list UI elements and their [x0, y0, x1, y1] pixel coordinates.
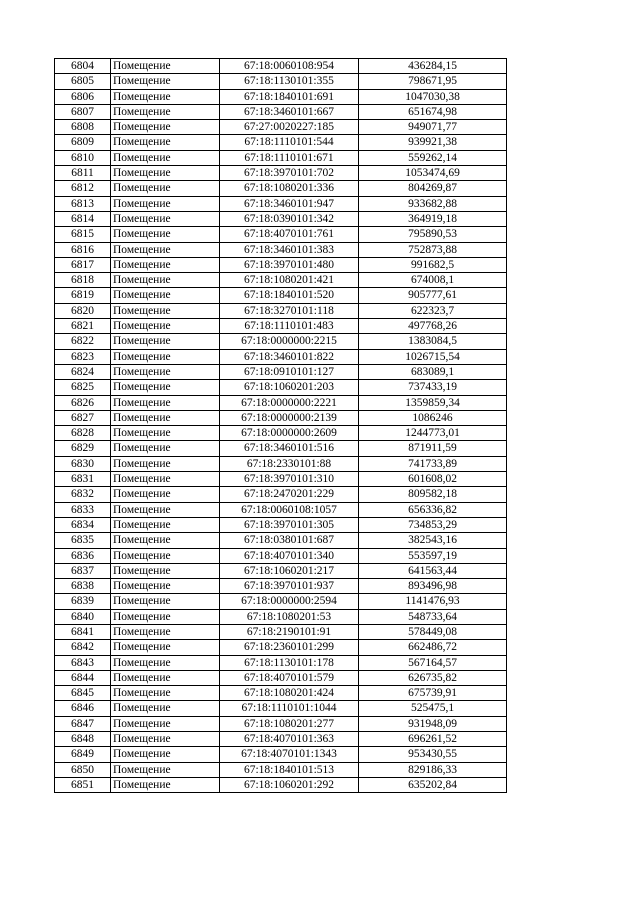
table-row: [55, 257, 507, 272]
table-row: [55, 609, 507, 624]
object-type-cell: Помещение: [111, 747, 220, 762]
table-row: [55, 380, 507, 395]
object-type-cell: Помещение: [111, 120, 220, 135]
cadastral-value-cell: 905777,61: [359, 288, 507, 303]
object-type-cell: Помещение: [111, 502, 220, 517]
registry-table-body: [55, 59, 507, 793]
object-type-cell: Помещение: [111, 563, 220, 578]
cadastral-number-cell: 67:18:0000000:2594: [220, 594, 359, 609]
table-row: [55, 640, 507, 655]
cadastral-number-cell: 67:18:3970101:702: [220, 166, 359, 181]
row-number-cell: 6835: [55, 533, 111, 548]
cadastral-value-cell: 795890,53: [359, 227, 507, 242]
object-type-cell: Помещение: [111, 609, 220, 624]
cadastral-value-cell: 364919,18: [359, 211, 507, 226]
registry-table: [54, 58, 507, 793]
object-type-cell: Помещение: [111, 487, 220, 502]
object-type-cell: Помещение: [111, 196, 220, 211]
row-number-cell: 6840: [55, 609, 111, 624]
cadastral-number-cell: 67:18:0000000:2139: [220, 410, 359, 425]
object-type-cell: Помещение: [111, 349, 220, 364]
row-number-cell: 6808: [55, 120, 111, 135]
cadastral-number-cell: 67:18:1060201:217: [220, 563, 359, 578]
row-number-cell: 6821: [55, 319, 111, 334]
table-row: [55, 364, 507, 379]
cadastral-number-cell: 67:18:1080201:424: [220, 686, 359, 701]
table-row: [55, 410, 507, 425]
object-type-cell: Помещение: [111, 395, 220, 410]
cadastral-value-cell: 804269,87: [359, 181, 507, 196]
object-type-cell: Помещение: [111, 533, 220, 548]
cadastral-value-cell: 675739,91: [359, 686, 507, 701]
cadastral-number-cell: 67:18:2360101:299: [220, 640, 359, 655]
object-type-cell: Помещение: [111, 517, 220, 532]
cadastral-number-cell: 67:18:2330101:88: [220, 456, 359, 471]
object-type-cell: Помещение: [111, 303, 220, 318]
table-row: [55, 288, 507, 303]
cadastral-value-cell: 382543,16: [359, 533, 507, 548]
row-number-cell: 6816: [55, 242, 111, 257]
cadastral-number-cell: 67:18:1110101:671: [220, 150, 359, 165]
table-row: [55, 395, 507, 410]
table-row: [55, 334, 507, 349]
cadastral-number-cell: 67:18:0000000:2609: [220, 426, 359, 441]
object-type-cell: Помещение: [111, 732, 220, 747]
object-type-cell: Помещение: [111, 426, 220, 441]
object-type-cell: Помещение: [111, 579, 220, 594]
cadastral-number-cell: 67:18:2190101:91: [220, 624, 359, 639]
cadastral-number-cell: 67:18:4070101:340: [220, 548, 359, 563]
object-type-cell: Помещение: [111, 273, 220, 288]
cadastral-number-cell: 67:18:3460101:667: [220, 104, 359, 119]
row-number-cell: 6845: [55, 686, 111, 701]
cadastral-value-cell: 953430,55: [359, 747, 507, 762]
row-number-cell: 6831: [55, 472, 111, 487]
row-number-cell: 6839: [55, 594, 111, 609]
table-row: [55, 135, 507, 150]
cadastral-number-cell: 67:18:0000000:2221: [220, 395, 359, 410]
object-type-cell: Помещение: [111, 211, 220, 226]
cadastral-value-cell: 1086246: [359, 410, 507, 425]
row-number-cell: 6851: [55, 777, 111, 792]
row-number-cell: 6829: [55, 441, 111, 456]
row-number-cell: 6847: [55, 716, 111, 731]
table-row: [55, 181, 507, 196]
cadastral-value-cell: 1359859,34: [359, 395, 507, 410]
row-number-cell: 6837: [55, 563, 111, 578]
cadastral-number-cell: 67:18:3970101:305: [220, 517, 359, 532]
object-type-cell: Помещение: [111, 380, 220, 395]
cadastral-value-cell: 567164,57: [359, 655, 507, 670]
cadastral-value-cell: 939921,38: [359, 135, 507, 150]
cadastral-value-cell: 1047030,38: [359, 89, 507, 104]
cadastral-number-cell: 67:18:0390101:342: [220, 211, 359, 226]
cadastral-value-cell: 497768,26: [359, 319, 507, 334]
row-number-cell: 6841: [55, 624, 111, 639]
cadastral-value-cell: 1141476,93: [359, 594, 507, 609]
cadastral-value-cell: 1244773,01: [359, 426, 507, 441]
row-number-cell: 6843: [55, 655, 111, 670]
row-number-cell: 6834: [55, 517, 111, 532]
cadastral-value-cell: 931948,09: [359, 716, 507, 731]
object-type-cell: Помещение: [111, 762, 220, 777]
table-row: [55, 594, 507, 609]
table-row: [55, 150, 507, 165]
cadastral-number-cell: 67:18:3460101:947: [220, 196, 359, 211]
cadastral-number-cell: 67:18:3970101:310: [220, 472, 359, 487]
object-type-cell: Помещение: [111, 640, 220, 655]
cadastral-value-cell: 696261,52: [359, 732, 507, 747]
row-number-cell: 6804: [55, 59, 111, 74]
cadastral-number-cell: 67:18:2470201:229: [220, 487, 359, 502]
row-number-cell: 6818: [55, 273, 111, 288]
object-type-cell: Помещение: [111, 150, 220, 165]
cadastral-number-cell: 67:18:3970101:480: [220, 257, 359, 272]
table-row: [55, 196, 507, 211]
object-type-cell: Помещение: [111, 548, 220, 563]
row-number-cell: 6813: [55, 196, 111, 211]
cadastral-number-cell: 67:18:1080201:277: [220, 716, 359, 731]
cadastral-number-cell: 67:18:4070101:363: [220, 732, 359, 747]
cadastral-value-cell: 651674,98: [359, 104, 507, 119]
cadastral-value-cell: 991682,5: [359, 257, 507, 272]
row-number-cell: 6811: [55, 166, 111, 181]
table-row: [55, 349, 507, 364]
row-number-cell: 6846: [55, 701, 111, 716]
object-type-cell: Помещение: [111, 166, 220, 181]
row-number-cell: 6830: [55, 456, 111, 471]
object-type-cell: Помещение: [111, 74, 220, 89]
cadastral-value-cell: 559262,14: [359, 150, 507, 165]
table-row: [55, 426, 507, 441]
object-type-cell: Помещение: [111, 288, 220, 303]
cadastral-number-cell: 67:18:3460101:822: [220, 349, 359, 364]
object-type-cell: Помещение: [111, 472, 220, 487]
object-type-cell: Помещение: [111, 670, 220, 685]
cadastral-value-cell: 553597,19: [359, 548, 507, 563]
cadastral-value-cell: 635202,84: [359, 777, 507, 792]
object-type-cell: Помещение: [111, 364, 220, 379]
object-type-cell: Помещение: [111, 181, 220, 196]
row-number-cell: 6814: [55, 211, 111, 226]
cadastral-number-cell: 67:18:1110101:544: [220, 135, 359, 150]
row-number-cell: 6819: [55, 288, 111, 303]
cadastral-number-cell: 67:18:0060108:954: [220, 59, 359, 74]
row-number-cell: 6827: [55, 410, 111, 425]
object-type-cell: Помещение: [111, 624, 220, 639]
object-type-cell: Помещение: [111, 334, 220, 349]
table-row: [55, 441, 507, 456]
row-number-cell: 6833: [55, 502, 111, 517]
cadastral-number-cell: 67:18:0000000:2215: [220, 334, 359, 349]
row-number-cell: 6838: [55, 579, 111, 594]
table-row: [55, 563, 507, 578]
table-row: [55, 472, 507, 487]
cadastral-value-cell: 674008,1: [359, 273, 507, 288]
object-type-cell: Помещение: [111, 227, 220, 242]
cadastral-value-cell: 741733,89: [359, 456, 507, 471]
cadastral-number-cell: 67:18:3460101:516: [220, 441, 359, 456]
cadastral-value-cell: 548733,64: [359, 609, 507, 624]
table-row: [55, 242, 507, 257]
table-row: [55, 59, 507, 74]
cadastral-number-cell: 67:18:0060108:1057: [220, 502, 359, 517]
cadastral-value-cell: 734853,29: [359, 517, 507, 532]
table-row: [55, 762, 507, 777]
cadastral-value-cell: 601608,02: [359, 472, 507, 487]
row-number-cell: 6825: [55, 380, 111, 395]
cadastral-value-cell: 662486,72: [359, 640, 507, 655]
cadastral-number-cell: 67:18:0910101:127: [220, 364, 359, 379]
cadastral-number-cell: 67:18:1060201:292: [220, 777, 359, 792]
row-number-cell: 6817: [55, 257, 111, 272]
cadastral-value-cell: 933682,88: [359, 196, 507, 211]
cadastral-number-cell: 67:18:1110101:483: [220, 319, 359, 334]
table-row: [55, 211, 507, 226]
object-type-cell: Помещение: [111, 319, 220, 334]
table-row: [55, 487, 507, 502]
table-row: [55, 579, 507, 594]
row-number-cell: 6826: [55, 395, 111, 410]
object-type-cell: Помещение: [111, 686, 220, 701]
row-number-cell: 6823: [55, 349, 111, 364]
table-row: [55, 517, 507, 532]
object-type-cell: Помещение: [111, 242, 220, 257]
table-row: [55, 227, 507, 242]
row-number-cell: 6832: [55, 487, 111, 502]
cadastral-value-cell: 656336,82: [359, 502, 507, 517]
object-type-cell: Помещение: [111, 701, 220, 716]
table-row: [55, 670, 507, 685]
table-row: [55, 701, 507, 716]
cadastral-number-cell: 67:18:1080201:53: [220, 609, 359, 624]
cadastral-value-cell: 893496,98: [359, 579, 507, 594]
cadastral-value-cell: 829186,33: [359, 762, 507, 777]
table-row: [55, 120, 507, 135]
cadastral-number-cell: 67:18:0380101:687: [220, 533, 359, 548]
row-number-cell: 6850: [55, 762, 111, 777]
table-row: [55, 777, 507, 792]
cadastral-number-cell: 67:18:1080201:421: [220, 273, 359, 288]
cadastral-number-cell: 67:18:1080201:336: [220, 181, 359, 196]
row-number-cell: 6824: [55, 364, 111, 379]
cadastral-number-cell: 67:18:1110101:1044: [220, 701, 359, 716]
object-type-cell: Помещение: [111, 135, 220, 150]
object-type-cell: Помещение: [111, 89, 220, 104]
cadastral-number-cell: 67:18:1840101:691: [220, 89, 359, 104]
cadastral-value-cell: 525475,1: [359, 701, 507, 716]
cadastral-value-cell: 578449,08: [359, 624, 507, 639]
row-number-cell: 6822: [55, 334, 111, 349]
cadastral-value-cell: 752873,88: [359, 242, 507, 257]
cadastral-value-cell: 949071,77: [359, 120, 507, 135]
cadastral-number-cell: 67:18:3970101:937: [220, 579, 359, 594]
table-row: [55, 732, 507, 747]
table-row: [55, 456, 507, 471]
object-type-cell: Помещение: [111, 59, 220, 74]
table-row: [55, 533, 507, 548]
cadastral-number-cell: 67:18:4070101:579: [220, 670, 359, 685]
cadastral-value-cell: 1383084,5: [359, 334, 507, 349]
row-number-cell: 6807: [55, 104, 111, 119]
table-row: [55, 104, 507, 119]
object-type-cell: Помещение: [111, 441, 220, 456]
table-row: [55, 74, 507, 89]
row-number-cell: 6842: [55, 640, 111, 655]
row-number-cell: 6812: [55, 181, 111, 196]
table-row: [55, 624, 507, 639]
object-type-cell: Помещение: [111, 257, 220, 272]
object-type-cell: Помещение: [111, 410, 220, 425]
cadastral-number-cell: 67:18:3270101:118: [220, 303, 359, 318]
row-number-cell: 6809: [55, 135, 111, 150]
cadastral-number-cell: 67:18:1130101:355: [220, 74, 359, 89]
row-number-cell: 6836: [55, 548, 111, 563]
cadastral-number-cell: 67:18:4070101:1343: [220, 747, 359, 762]
object-type-cell: Помещение: [111, 777, 220, 792]
cadastral-value-cell: 1026715,54: [359, 349, 507, 364]
object-type-cell: Помещение: [111, 655, 220, 670]
row-number-cell: 6820: [55, 303, 111, 318]
cadastral-number-cell: 67:18:3460101:383: [220, 242, 359, 257]
object-type-cell: Помещение: [111, 104, 220, 119]
cadastral-number-cell: 67:18:4070101:761: [220, 227, 359, 242]
row-number-cell: 6844: [55, 670, 111, 685]
cadastral-number-cell: 67:18:1060201:203: [220, 380, 359, 395]
cadastral-value-cell: 641563,44: [359, 563, 507, 578]
table-row: [55, 655, 507, 670]
table-row: [55, 303, 507, 318]
table-row: [55, 89, 507, 104]
row-number-cell: 6805: [55, 74, 111, 89]
table-row: [55, 686, 507, 701]
row-number-cell: 6849: [55, 747, 111, 762]
cadastral-value-cell: 436284,15: [359, 59, 507, 74]
object-type-cell: Помещение: [111, 594, 220, 609]
table-row: [55, 548, 507, 563]
table-row: [55, 319, 507, 334]
table-row: [55, 716, 507, 731]
table-row: [55, 273, 507, 288]
cadastral-number-cell: 67:18:1840101:520: [220, 288, 359, 303]
cadastral-value-cell: 798671,95: [359, 74, 507, 89]
table-row: [55, 747, 507, 762]
object-type-cell: Помещение: [111, 716, 220, 731]
row-number-cell: 6828: [55, 426, 111, 441]
cadastral-value-cell: 626735,82: [359, 670, 507, 685]
row-number-cell: 6810: [55, 150, 111, 165]
cadastral-value-cell: 871911,59: [359, 441, 507, 456]
cadastral-value-cell: 737433,19: [359, 380, 507, 395]
object-type-cell: Помещение: [111, 456, 220, 471]
row-number-cell: 6815: [55, 227, 111, 242]
cadastral-value-cell: 622323,7: [359, 303, 507, 318]
cadastral-value-cell: 1053474,69: [359, 166, 507, 181]
row-number-cell: 6806: [55, 89, 111, 104]
row-number-cell: 6848: [55, 732, 111, 747]
cadastral-number-cell: 67:18:1840101:513: [220, 762, 359, 777]
cadastral-value-cell: 809582,18: [359, 487, 507, 502]
cadastral-value-cell: 683089,1: [359, 364, 507, 379]
cadastral-number-cell: 67:27:0020227:185: [220, 120, 359, 135]
table-row: [55, 166, 507, 181]
cadastral-number-cell: 67:18:1130101:178: [220, 655, 359, 670]
table-row: [55, 502, 507, 517]
